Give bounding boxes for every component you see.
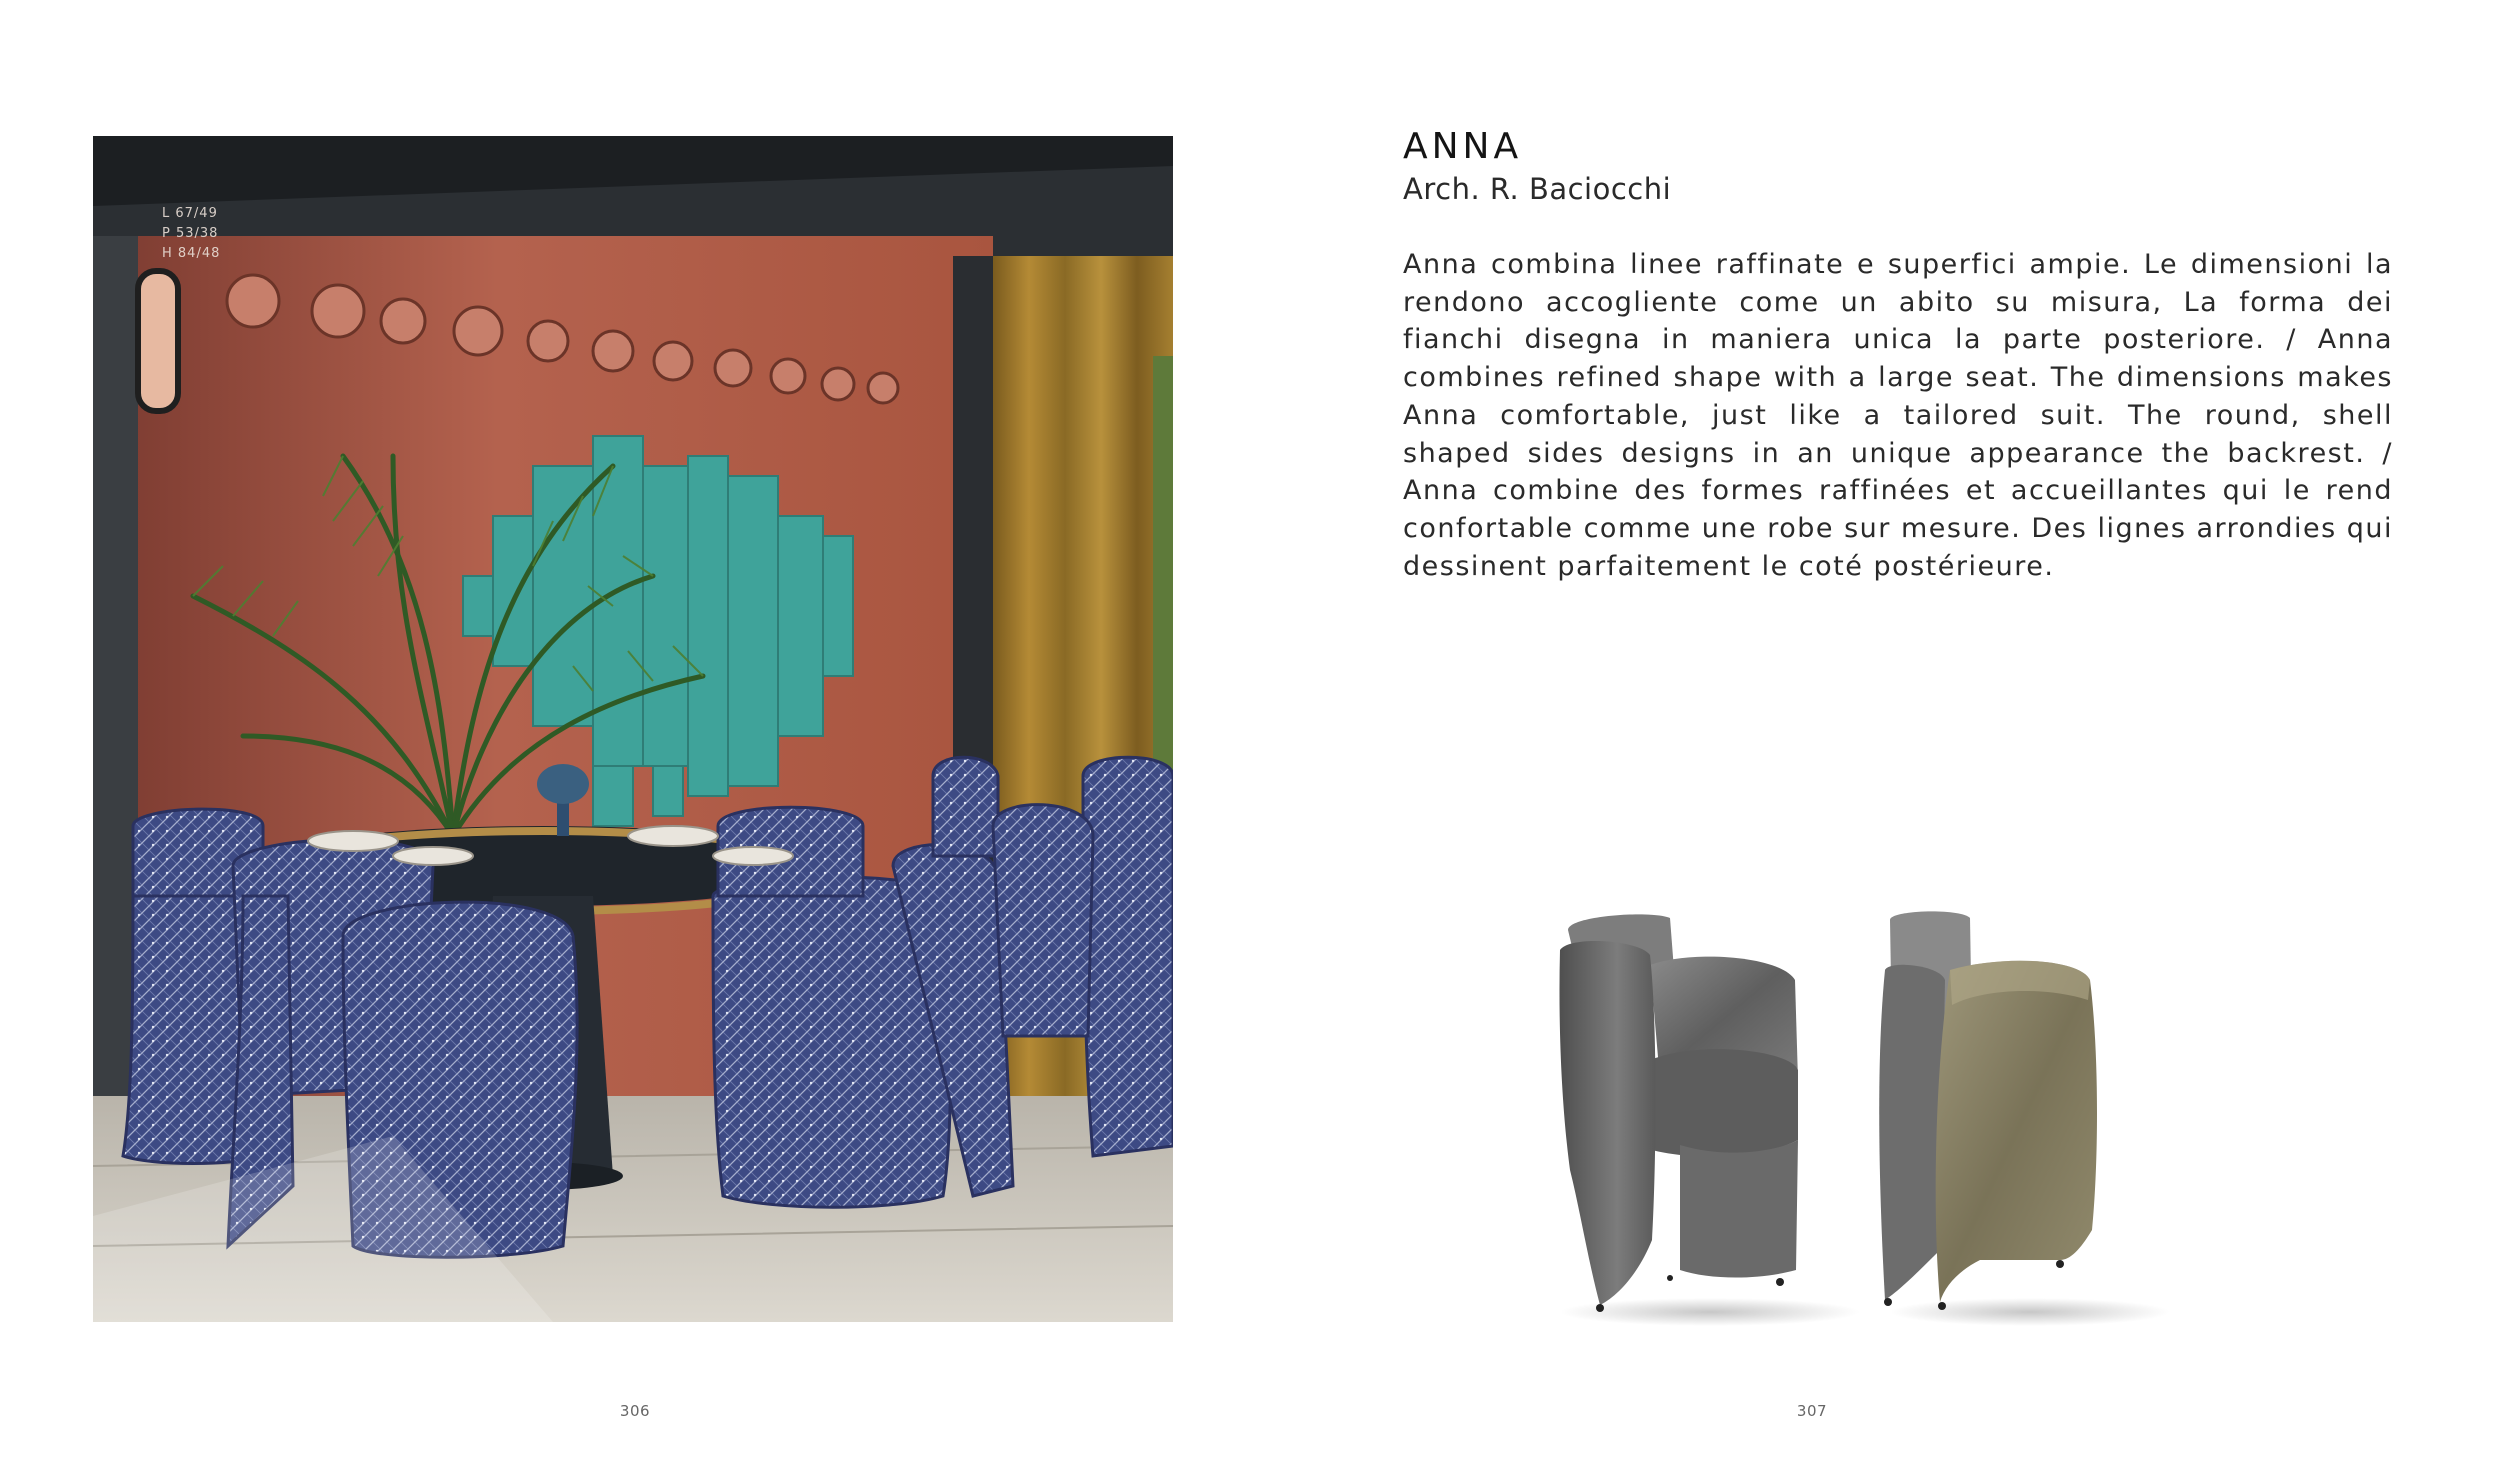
dimension-height: H 84/48 — [162, 246, 221, 261]
product-title: ANNA — [1403, 126, 1523, 167]
dimensions-block — [162, 204, 282, 264]
dimension-length: L 67/49 — [162, 206, 218, 221]
interior-photo — [93, 136, 1173, 1322]
armchair-pair — [1540, 910, 2260, 1330]
product-description: Anna combina linee raffinate e superfici ampie. Le dimensioni la rendono accogliente come un abito su misura, La forma dei fianchi disegna in maniera unica la parte posteriore. / Anna combines refined shape with a large seat. The dimensions makes Anna comfortable, just like a tailored suit. The round, shell shaped sides designs in an unique appearance the backrest. / Anna combine des formes raffinées et accueillantes qui le rend confortable comme une robe sur mesure. Des lignes arrondies qui dessinent parfaitement le coté postérieure. — [1403, 249, 2393, 582]
designer-name: Arch. R. Baciocchi — [1403, 172, 1672, 206]
page-number-left: 306 — [619, 1402, 651, 1420]
page-number-right: 307 — [1796, 1402, 1828, 1420]
dimension-depth: P 53/38 — [162, 226, 219, 241]
restaurant-scene — [93, 136, 1173, 1322]
product-chairs-image — [1540, 910, 2260, 1330]
